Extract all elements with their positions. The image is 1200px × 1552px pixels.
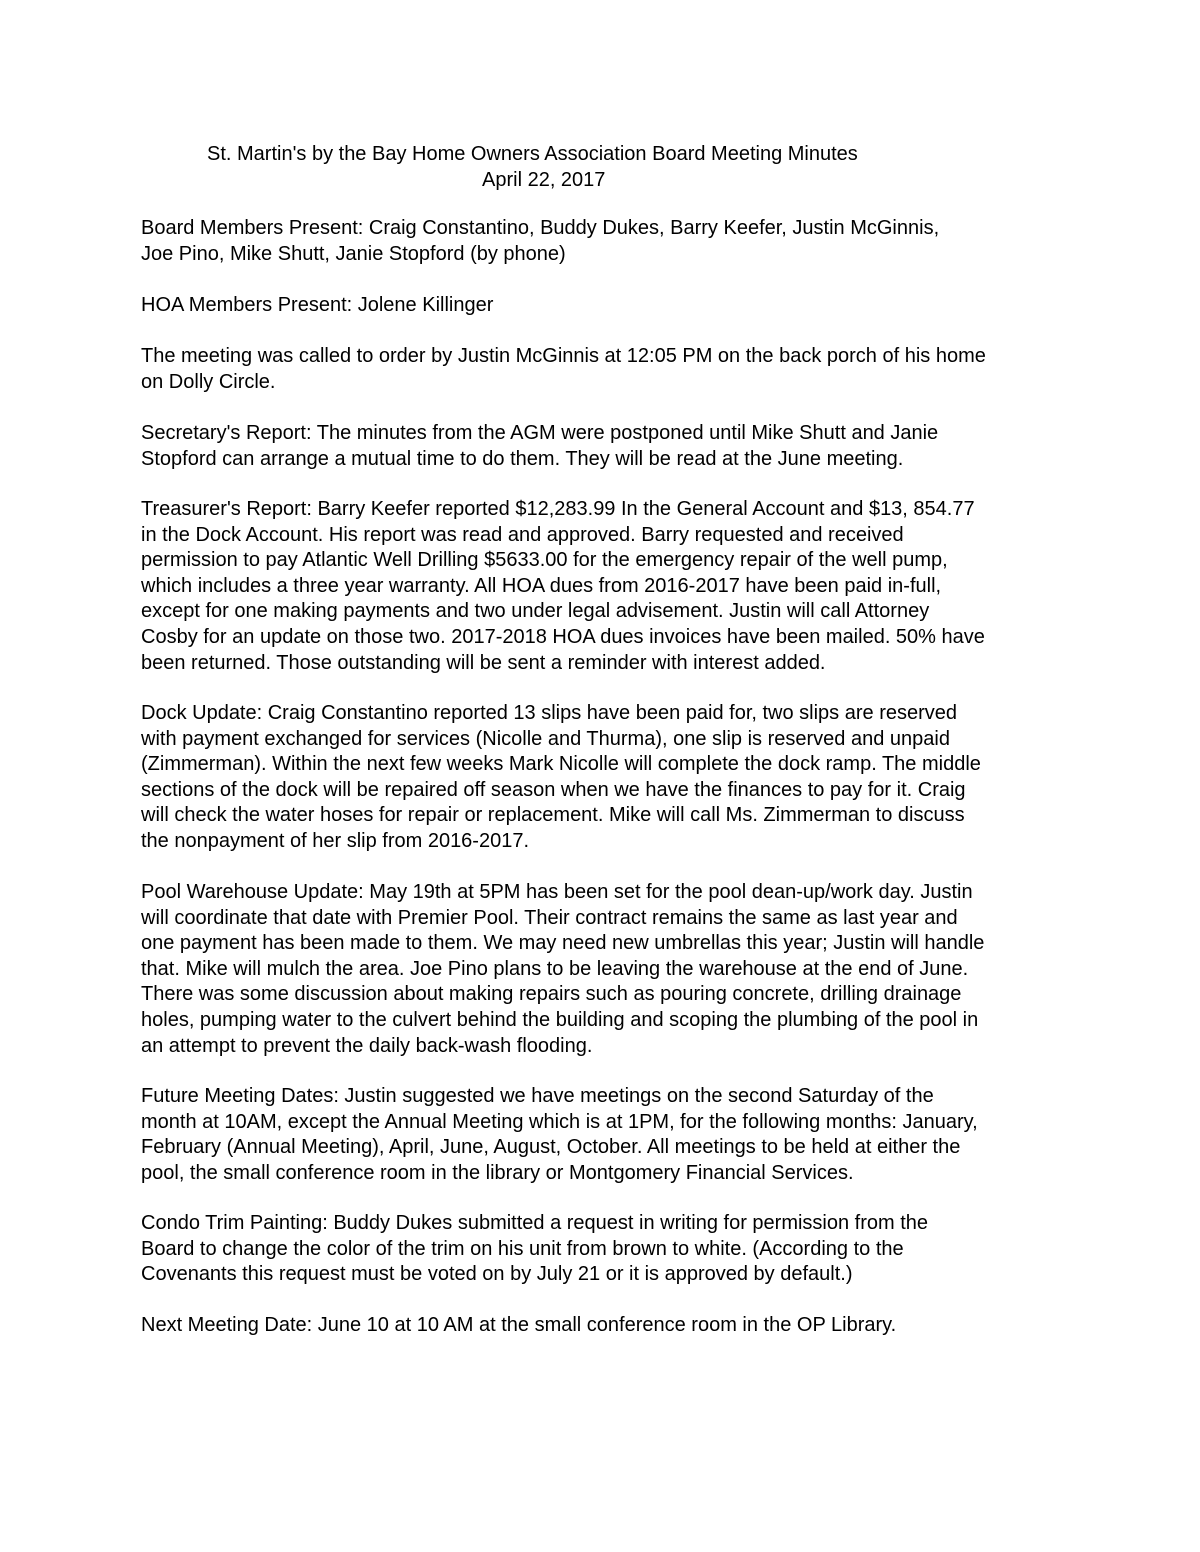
text-line: that. Mike will mulch the area. Joe Pino plans to be leaving the warehouse at the end of June.	[141, 957, 969, 980]
text-line: pool, the small conference room in the library or Montgomery Financial Services.	[141, 1161, 854, 1184]
text-line: holes, pumping water to the culvert behind the building and scoping the plumbing of the pool in	[141, 1008, 979, 1031]
text-line: Next Meeting Date: June 10 at 10 AM at the small conference room in the OP Library.	[141, 1314, 897, 1336]
text-line: HOA Members Present: Jolene Killinger	[141, 294, 494, 316]
call-to-order-paragraph	[141, 344, 1071, 395]
text-line: month at 10AM, except the Annual Meeting which is at 1PM, for the following months: January,	[141, 1110, 978, 1133]
board-members-paragraph	[141, 216, 1071, 267]
text-line: which includes a three year warranty. All HOA dues from 2016-2017 have been paid in-full,	[141, 574, 942, 597]
text-line: Condo Trim Painting: Buddy Dukes submitted a request in writing for permission from the	[141, 1212, 929, 1234]
document-title: St. Martin's by the Bay Home Owners Association Board Meeting Minutes	[207, 143, 858, 165]
text-line: an attempt to prevent the daily back-wash flooding.	[141, 1034, 593, 1057]
text-line: February (Annual Meeting), April, June, August, October. All meetings to be held at either the	[141, 1136, 961, 1159]
text-line: one payment has been made to them. We may need new umbrellas this year; Justin will handle	[141, 932, 985, 955]
pool-warehouse-paragraph	[141, 880, 1071, 1059]
treasurer-report-paragraph	[141, 497, 1071, 676]
text-line: Covenants this request must be voted on by July 21 or it is approved by default.)	[141, 1263, 853, 1286]
secretary-report-paragraph	[141, 421, 1071, 472]
text-line: with payment exchanged for services (Nicolle and Thurma), one slip is reserved and unpaid	[141, 727, 950, 750]
dock-update-paragraph	[141, 701, 1071, 855]
document-date: April 22, 2017	[482, 169, 606, 191]
text-line: been returned. Those outstanding will be sent a reminder with interest added.	[141, 651, 826, 674]
text-line: Dock Update: Craig Constantino reported 13 slips have been paid for, two slips are reserved	[141, 702, 958, 724]
text-line: on Dolly Circle.	[141, 370, 276, 393]
text-line: in the Dock Account. His report was read and approved. Barry requested and received	[141, 523, 904, 546]
hoa-members-paragraph	[141, 293, 1071, 319]
text-line: Secretary's Report: The minutes from the AGM were postponed until Mike Shutt and Janie	[141, 422, 939, 444]
text-line: Treasurer's Report: Barry Keefer reported $12,283.99 In the General Account and $13, 854.77	[141, 498, 975, 520]
text-line: will check the water hoses for repair or replacement. Mike will call Ms. Zimmerman to discuss	[141, 804, 965, 827]
text-line: (Zimmerman). Within the next few weeks Mark Nicolle will complete the dock ramp. The middle	[141, 753, 981, 776]
text-line: There was some discussion about making repairs such as pouring concrete, drilling drainage	[141, 983, 962, 1006]
text-line: Stopford can arrange a mutual time to do them. They will be read at the June meeting.	[141, 447, 904, 470]
text-line: will coordinate that date with Premier Pool. Their contract remains the same as last year and	[141, 906, 958, 929]
text-line: Joe Pino, Mike Shutt, Janie Stopford (by phone)	[141, 242, 566, 265]
text-line: the nonpayment of her slip from 2016-2017.	[141, 829, 530, 852]
condo-trim-paragraph	[141, 1211, 1071, 1288]
text-line: Board Members Present: Craig Constantino, Buddy Dukes, Barry Keefer, Justin McGinnis,	[141, 217, 940, 239]
text-line: permission to pay Atlantic Well Drilling $5633.00 for the emergency repair of the well pump,	[141, 549, 948, 572]
text-line: Pool Warehouse Update: May 19th at 5PM has been set for the pool dean-up/work day. Justin	[141, 881, 973, 903]
text-line: Board to change the color of the trim on his unit from brown to white. (According to the	[141, 1237, 904, 1260]
next-meeting-paragraph	[141, 1313, 1071, 1339]
text-line: sections of the dock will be repaired off season when we have the finances to pay for it. Craig	[141, 778, 966, 801]
text-line: except for one making payments and two under legal advisement. Justin will call Attorney	[141, 600, 930, 623]
text-line: Future Meeting Dates: Justin suggested we have meetings on the second Saturday of the	[141, 1085, 934, 1107]
future-meetings-paragraph	[141, 1084, 1071, 1186]
text-line: Cosby for an update on those two. 2017-2018 HOA dues invoices have been mailed. 50% have	[141, 625, 985, 648]
text-line: The meeting was called to order by Justin McGinnis at 12:05 PM on the back porch of his home	[141, 345, 986, 367]
